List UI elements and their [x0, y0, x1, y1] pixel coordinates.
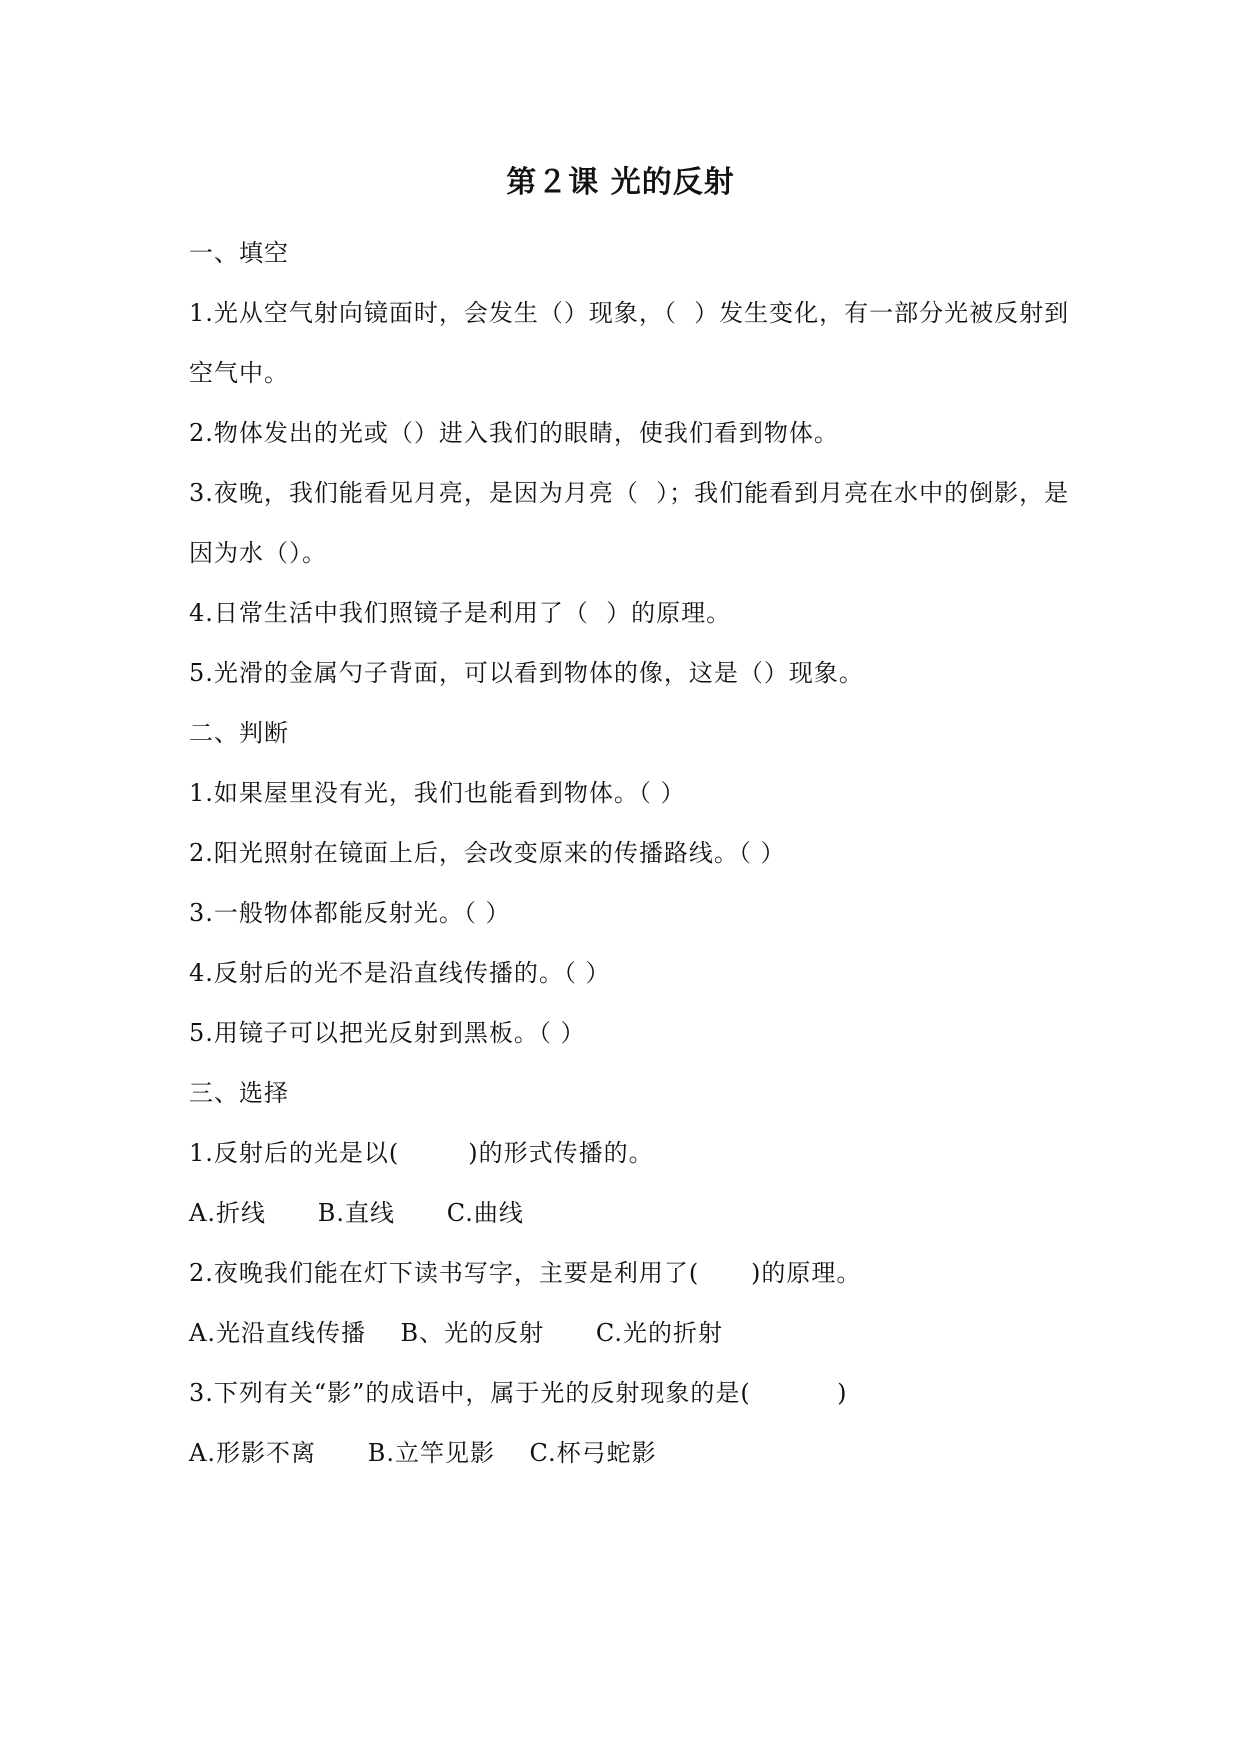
fill-blank-question-1-continued: 空气中。	[189, 359, 289, 387]
true-false-question-4: 4.反射后的光不是沿直线传播的。（ ）	[189, 959, 611, 987]
true-false-question-2: 2.阳光照射在镜面上后，会改变原来的传播路线。（ ）	[189, 839, 786, 867]
fill-blank-question-2: 2.物体发出的光或（）进入我们的眼睛，使我们看到物体。	[189, 419, 839, 447]
fill-blank-question-1: 1.光从空气射向镜面时，会发生（）现象，（ ）发生变化，有一部分光被反射到	[189, 299, 1070, 327]
fill-blank-question-3: 3.夜晚，我们能看见月亮，是因为月亮（ ）；我们能看到月亮在水中的倒影，是	[189, 479, 1070, 507]
true-false-question-1: 1.如果屋里没有光，我们也能看到物体。（ ）	[189, 779, 686, 807]
choice-question-1: 1.反射后的光是以( )的形式传播的。	[189, 1139, 654, 1167]
section-heading-fill-blank: 一、填空	[189, 239, 289, 267]
true-false-question-3: 3.一般物体都能反射光。（ ）	[189, 899, 511, 927]
section-heading-multiple-choice: 三、选择	[189, 1079, 289, 1107]
choice-question-2-options: A.光沿直线传播 B、光的反射 C.光的折射	[189, 1319, 724, 1347]
fill-blank-question-4: 4.日常生活中我们照镜子是利用了（ ）的原理。	[189, 599, 732, 627]
section-heading-true-false: 二、判断	[189, 719, 289, 747]
choice-question-1-options: A.折线 B.直线 C.曲线	[189, 1199, 524, 1227]
choice-question-2: 2.夜晚我们能在灯下读书写字，主要是利用了( )的原理。	[189, 1259, 862, 1287]
true-false-question-5: 5.用镜子可以把光反射到黑板。（ ）	[189, 1019, 586, 1047]
fill-blank-question-5: 5.光滑的金属勺子背面，可以看到物体的像，这是（）现象。	[189, 659, 864, 687]
fill-blank-question-3-continued: 因为水（）。	[189, 539, 327, 567]
choice-question-3: 3.下列有关“影”的成语中，属于光的反射现象的是( )	[189, 1379, 848, 1407]
choice-question-3-options: A.形影不离 B.立竿见影 C.杯弓蛇影	[189, 1439, 657, 1467]
page-title: 第２课 光的反射	[506, 165, 735, 200]
